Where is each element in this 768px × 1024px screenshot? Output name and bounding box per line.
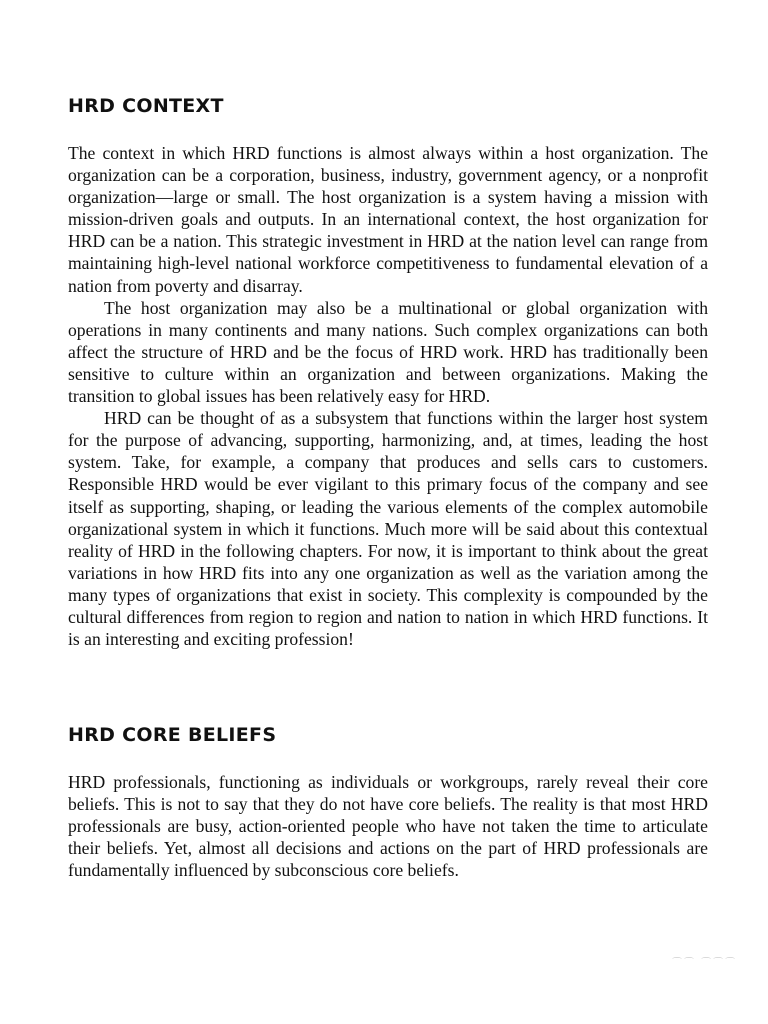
paragraph: HRD professionals, functioning as individuals or workgroups, rarely reveal their core beliefs. This is not to say that they do not have core beliefs. The reality is that most HRD professionals are busy, action-oriented people who have not taken the time to articulate their beliefs. Yet, almost all decisions and actions on the part of HRD professionals are fundamentally influenced by subconscious core beliefs.: [68, 772, 708, 881]
paragraph: HRD can be thought of as a subsystem that functions within the larger host system for the purpose of advancing, supporting, harmonizing, and, at times, leading the host system. Take, for example, a company that produces and sells cars to customers. Responsible HRD would be ever vigilant to this primary focus of the company and see itself as supporting, shaping, or leading the various elements of the complex automobile organizational system in which it functions. Much more will be said about this contextual reality of HRD in the following chapters. For now, it is important to think about the great variations in how HRD fits into any one organization as well as the variation among the many types of organizations that exist in society. This complexity is compounded by the cultural differences from region to region and nation to nation in which HRD functions. It is an interesting and exciting profession!: [68, 408, 708, 650]
section-heading-hrd-context: HRD CONTEXT: [68, 95, 224, 117]
section-body-hrd-context: [68, 142, 708, 650]
paragraph: The context in which HRD functions is almost always within a host organization. The organization can be a corporation, business, industry, government agency, or a nonprofit organization—large or small. The host organization is a system having a mission with mission-driven goals and outputs. In an international context, the host organization for HRD can be a nation. This strategic investment in HRD at the nation level can range from maintaining high-level national workforce competitiveness to fundamental elevation of a nation from poverty and disarray.: [68, 143, 708, 296]
faint-page-mark-icon: ⌒⌒ ⌒⌒⌒: [672, 958, 738, 969]
section-body-hrd-core-beliefs: [68, 771, 708, 881]
paragraph: The host organization may also be a multinational or global organization with operations in many continents and many nations. Such complex organizations can both affect the structure of HRD and be the focus of HRD work. HRD has traditionally been sensitive to culture within an organization and between organizations. Making the transition to global issues has been relatively easy for HRD.: [68, 297, 708, 407]
section-heading-hrd-core-beliefs: HRD CORE BELIEFS: [68, 724, 277, 746]
